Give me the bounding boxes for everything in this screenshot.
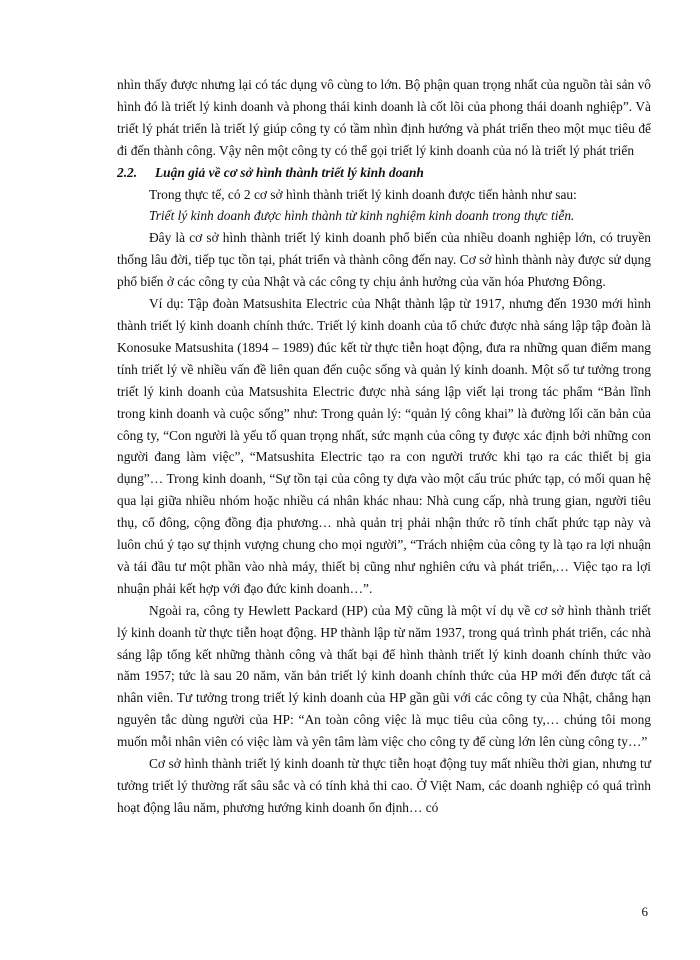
page-number: 6: [641, 904, 648, 919]
paragraph-hp: Ngoài ra, công ty Hewlett Packard (HP) của Mỹ cũng là một ví dụ về cơ sở hình thành triết lý kinh doanh từ thực tiễn hoạt động. HP thành lập từ năm 1937, trong quá trình phát triển, các nhà sáng lập tổng kết những thành công và thất bại để hình thành triết lý kinh doanh chính thức vào năm 1957; tức là sau 20 năm, văn bản triết lý kinh doanh chính thức của HP mới đến được tất cả nhân viên. Tư tưởng trong triết lý kinh doanh của HP gần gũi với các công ty của Nhật, chẳng hạn nguyên tắc dùng người của HP: “An toàn công việc là mục tiêu của công ty,… chúng tôi mong muốn mỗi nhân viên có việc làm và yên tâm làm việc cho công ty để cùng lớn lên cùng công ty…”: [117, 602, 651, 750]
subheading-practice: Triết lý kinh doanh được hình thành từ kinh nghiệm kinh doanh trong thực tiễn.: [149, 208, 575, 224]
paragraph-continuation: nhìn thấy được nhưng lại có tác dụng vô cùng to lớn. Bộ phận quan trọng nhất của nguồn tài sản vô hình đó là triết lý kinh doanh và phong thái kinh doanh là cốt lõi của phong thái doanh nghiệp”. Và triết lý phát triển là triết lý giúp công ty có tầm nhìn định hướng và phát triển theo một mục tiêu để đi đến thành công. Vậy nên một công ty có thể gọi triết lý kinh doanh của nó là triết lý phát triển: [117, 77, 651, 158]
paragraph-matsushita: Ví dụ: Tập đoàn Matsushita Electric của Nhật thành lập từ 1917, nhưng đến 1930 mới hình thành triết lý kinh doanh chính thức. Triết lý kinh doanh của tổ chức được nhà sáng lập tập đoàn là Konosuke Matsushita (1894 – 1989) đúc kết từ thực tiễn hoạt động, đưa ra những quan điểm mang tính triết lý về nhiều vấn đề liên quan đến cuộc sống và quản lý kinh doanh. Một số tư tưởng trong triết lý kinh doanh của Matsushita Electric được nhà sáng lập viết lại trong tác phẩm “Bản lĩnh trong kinh doanh và cuộc sống” như: Trong quản lý: “quản lý công khai” là đường lối căn bản của công ty, “Con người là yếu tố quan trọng nhất, sức mạnh của công ty được xác định bởi những con người đang làm việc”, “Matsushita Electric tạo ra con người trước khi tạo ra các thiết bị gia dụng”… Trong kinh doanh, “Sự tồn tại của công ty dựa vào một cấu trúc phức tạp, có mối quan hệ qua lại giữa nhiều nhóm hoặc nhiều cá nhân khác nhau: Nhà cung cấp, nhà trung gian, người tiêu thụ, cổ đông, cộng đồng địa phương… nhà quản trị phải nhận thức rõ tính chất phức tạp này và luôn chú ý tạo sự thịnh vượng chung cho mọi người”, “Trách nhiệm của công ty là tạo ra lợi nhuận và tái đầu tư một phần vào nhà máy, thiết bị cũng như nghiên cứu và phát triển,… Việc tạo ra lợi nhuận phải kết hợp với đạo đức kinh doanh…”.: [117, 296, 651, 596]
section-title: Luận giả về cơ sở hình thành triết lý kinh doanh: [155, 164, 424, 180]
paragraph-conclusion: Cơ sở hình thành triết lý kinh doanh từ thực tiễn hoạt động tuy mất nhiều thời gian, nhưng tư tưởng triết lý thường rất sâu sắc và có tính khả thi cao. Ở Việt Nam, các doanh nghiệp có quá trình hoạt động lâu năm, phương hướng kinh doanh ổn định… có: [117, 756, 651, 815]
section-heading: [117, 162, 651, 184]
section-number: 2.2.: [117, 164, 138, 180]
paragraph-intro: Trong thực tế, có 2 cơ sở hình thành triết lý kinh doanh được tiến hành như sau:: [149, 186, 577, 202]
paragraph-basis: Đây là cơ sở hình thành triết lý kinh doanh phổ biến của nhiều doanh nghiệp lớn, có truyền thống lâu đời, tiếp tục tồn tại, phát triển và thành công đến nay. Cơ sở hình thành này được sử dụng phổ biến ở các công ty của Nhật và các công ty chịu ảnh hưởng của văn hóa Phương Đông.: [117, 230, 651, 290]
document-body: [117, 74, 651, 819]
